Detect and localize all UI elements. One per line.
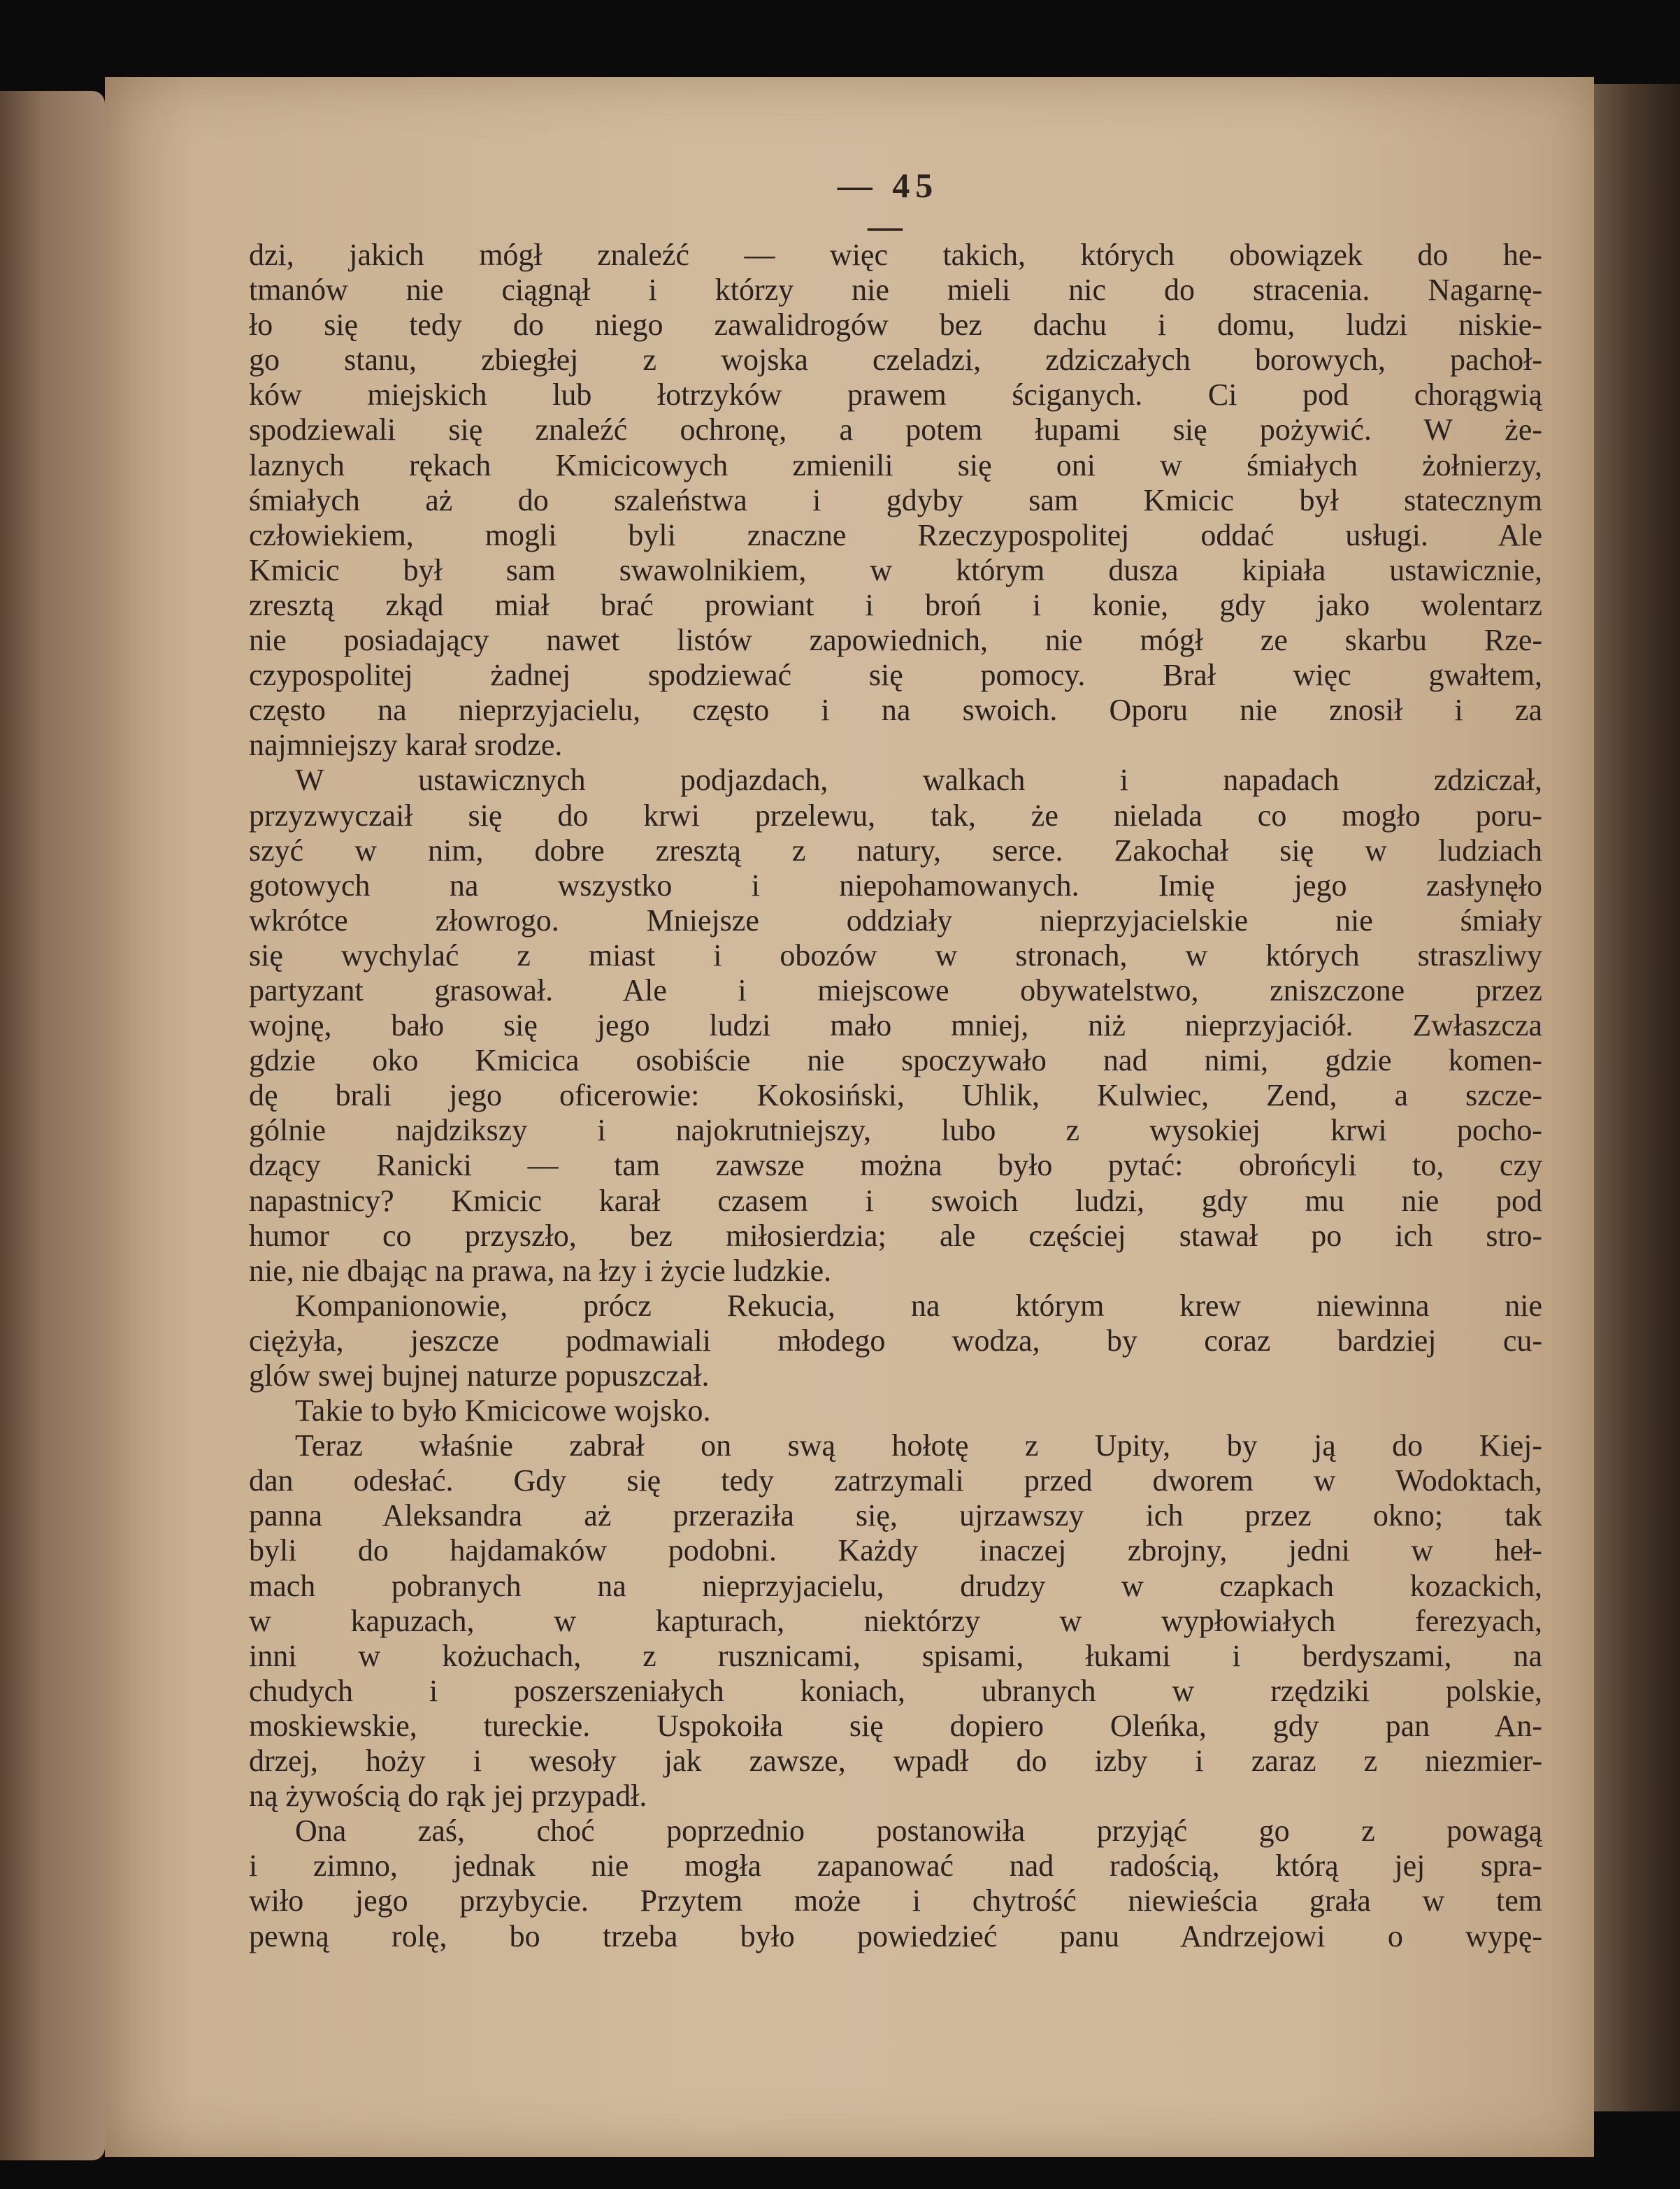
text-line: W ustawicznych podjazdach, walkach i napadach zdziczał, [295, 763, 1542, 798]
text-line: humor co przyszło, bez miłosierdzia; ale częściej stawał po ich stro- [249, 1218, 1542, 1253]
text-line: najmniejszy karał srodze. [249, 728, 563, 763]
text-line: tmanów nie ciągnął i którzy nie mieli nic do stracenia. Nagarnę- [249, 273, 1542, 308]
text-line: gotowych na wszystko i niepohamowanych. Imię jego zasłynęło [249, 868, 1542, 903]
text-line: przyzwyczaił się do krwi przelewu, tak, że nielada co mogło poru- [249, 798, 1542, 833]
text-line: dzi, jakich mógł znaleźć — więc takich, których obowiązek do he- [249, 238, 1542, 272]
text-line: dzący Ranicki — tam zawsze można było pytać: obrońcyli to, czy [249, 1148, 1542, 1183]
book-spine [1589, 84, 1680, 2111]
text-line: wiło jego przybycie. Przytem może i chytrość niewieścia grała w tem [249, 1883, 1542, 1918]
text-line: gólnie najdzikszy i najokrutniejszy, lubo z wysokiej krwi pocho- [249, 1113, 1542, 1148]
previous-page-edge [0, 91, 105, 2160]
text-line: często na nieprzyjacielu, często i na swoich. Oporu nie znosił i za [249, 693, 1542, 728]
text-line: panna Aleksandra aż przeraziła się, ujrzawszy ich przez okno; tak [249, 1498, 1542, 1533]
text-line: go stanu, zbiegłej z wojska czeladzi, zdziczałych borowych, pachoł- [249, 343, 1542, 378]
text-line: zresztą zkąd miał brać prowiant i broń i konie, gdy jako wolentarz [249, 587, 1542, 622]
text-line: ków miejskich lub łotrzyków prawem ściganych. Ci pod chorągwią [249, 378, 1542, 412]
text-line: Teraz właśnie zabrał on swą hołotę z Upity, by ją do Kiej- [295, 1428, 1542, 1463]
text-line: nie, nie dbając na prawa, na łzy i życie ludzkie. [249, 1253, 832, 1288]
page-number: — 45 — [837, 166, 939, 245]
text-line: człowiekiem, mogli byli znaczne Rzeczypospolitej oddać usługi. Ale [249, 517, 1542, 552]
page-text [249, 238, 1542, 1954]
text-line: Kompanionowie, prócz Rekucia, na którym krew niewinna nie [295, 1288, 1542, 1323]
text-line: w kapuzach, w kapturach, niektórzy w wypłowiałych ferezyach, [249, 1603, 1542, 1638]
text-line: ciężyła, jeszcze podmawiali młodego wodza, by coraz bardziej cu- [249, 1323, 1542, 1358]
text-line: ną żywością do rąk jej przypadł. [249, 1779, 647, 1814]
text-line: pewną rolę, bo trzeba było powiedzieć panu Andrzejowi o wypę- [249, 1918, 1542, 1953]
text-line: szyć w nim, dobre zresztą z natury, serce. Zakochał się w ludziach [249, 833, 1542, 868]
text-line: mach pobranych na nieprzyjacielu, drudzy w czapkach kozackich, [249, 1568, 1542, 1603]
text-line: dan odesłać. Gdy się tedy zatrzymali przed dworem w Wodoktach, [249, 1463, 1542, 1498]
book-page [105, 77, 1594, 2157]
text-line: drzej, hoży i wesoły jak zawsze, wpadł do izby i zaraz z niezmier- [249, 1744, 1542, 1779]
text-line: glów swej bujnej naturze popuszczał. [249, 1358, 710, 1393]
text-line: czypospolitej żadnej spodziewać się pomocy. Brał więc gwałtem, [249, 658, 1542, 693]
text-line: nie posiadający nawet listów zapowiednich, nie mógł ze skarbu Rze- [249, 623, 1542, 658]
text-line: ło się tedy do niego zawalidrogów bez dachu i domu, ludzi niskie- [249, 308, 1542, 343]
text-line: i zimno, jednak nie mogła zapanować nad radością, którą jej spra- [249, 1849, 1542, 1883]
text-line: laznych rękach Kmicicowych zmienili się oni w śmiałych żołnierzy, [249, 447, 1542, 482]
text-line: gdzie oko Kmicica osobiście nie spoczywało nad nimi, gdzie komen- [249, 1043, 1542, 1078]
text-line: chudych i poszerszeniałych koniach, ubranych w rzędziki polskie, [249, 1673, 1542, 1708]
text-line: byli do hajdamaków podobni. Każdy inaczej zbrojny, jedni w heł- [249, 1533, 1542, 1568]
text-line: partyzant grasował. Ale i miejscowe obywatelstwo, zniszczone przez [249, 973, 1542, 1007]
text-line: śmiałych aż do szaleństwa i gdyby sam Kmicic był statecznym [249, 482, 1542, 517]
text-line: wkrótce złowrogo. Mniejsze oddziały nieprzyjacielskie nie śmiały [249, 903, 1542, 938]
text-line: dę brali jego oficerowie: Kokosiński, Uhlik, Kulwiec, Zend, a szcze- [249, 1078, 1542, 1113]
text-line: Kmicic był sam swawolnikiem, w którym dusza kipiała ustawicznie, [249, 552, 1542, 587]
text-line: moskiewskie, tureckie. Uspokoiła się dopiero Oleńka, gdy pan An- [249, 1708, 1542, 1743]
text-line: napastnicy? Kmicic karał czasem i swoich ludzi, gdy mu nie pod [249, 1183, 1542, 1218]
text-line: Takie to było Kmicicowe wojsko. [295, 1393, 711, 1428]
text-line: Ona zaś, choć poprzednio postanowiła przyjąć go z powagą [295, 1814, 1542, 1849]
text-line: się wychylać z miast i obozów w stronach, w których straszliwy [249, 938, 1542, 973]
text-line: inni w kożuchach, z rusznicami, spisami, łukami i berdyszami, na [249, 1638, 1542, 1673]
text-line: wojnę, bało się jego ludzi mało mniej, niż nieprzyjaciół. Zwłaszcza [249, 1008, 1542, 1043]
text-line: spodziewali się znaleźć ochronę, a potem łupami się pożywić. W że- [249, 412, 1542, 447]
